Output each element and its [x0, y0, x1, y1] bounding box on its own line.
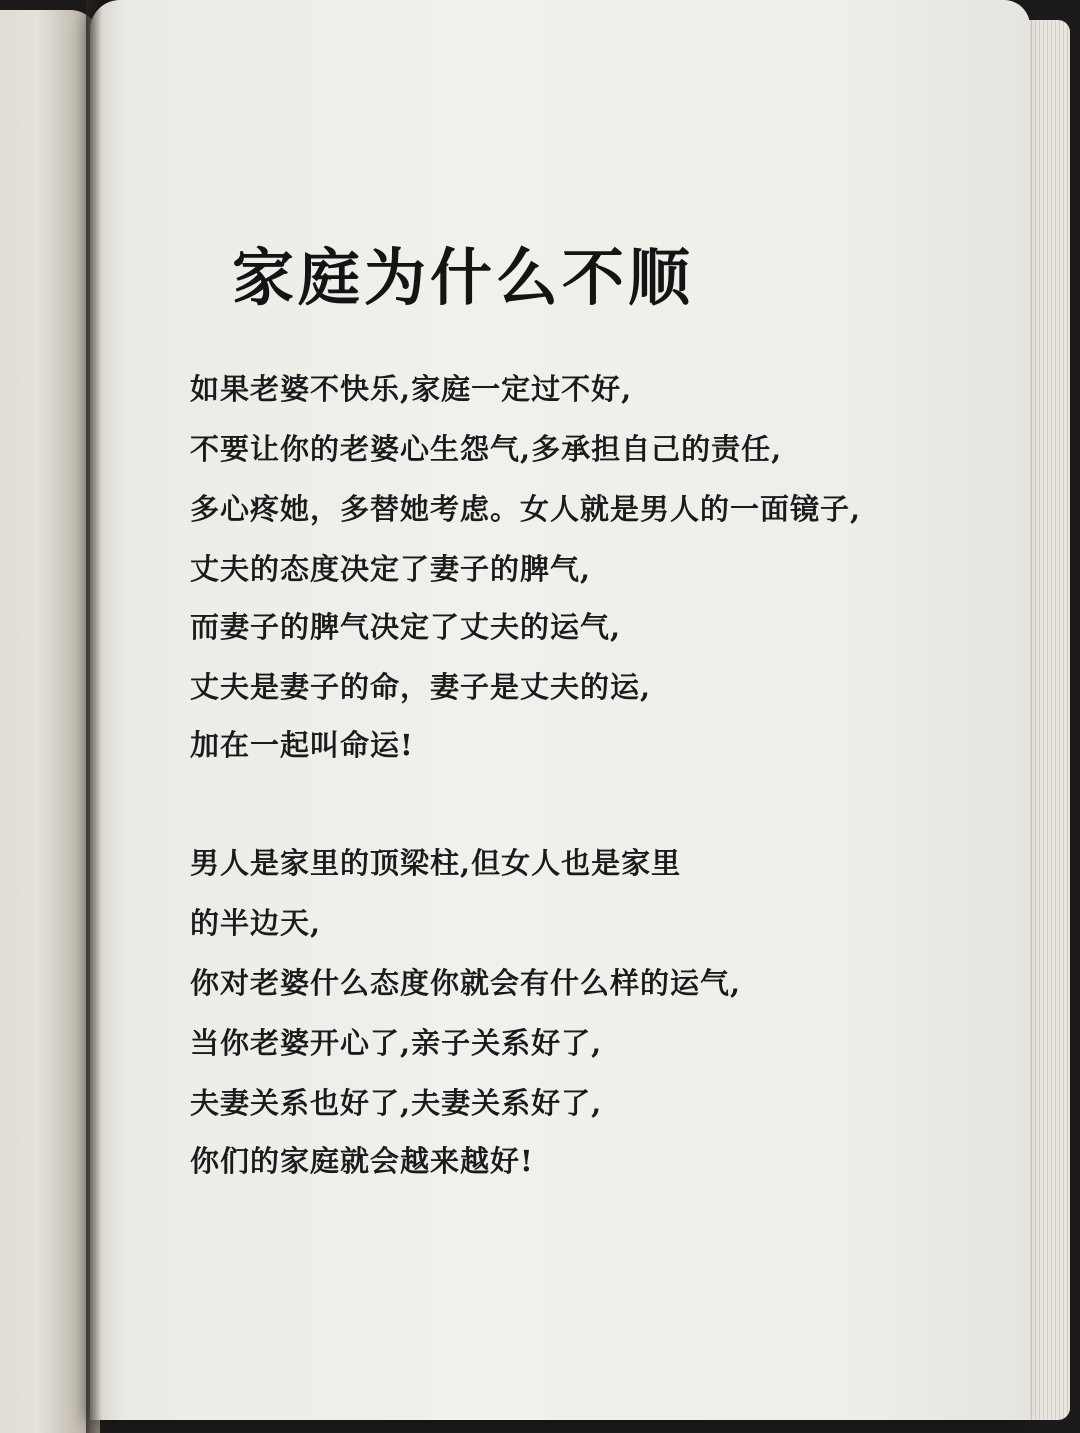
book-page	[90, 0, 1030, 1420]
text-line: 多心疼她，多替她考虑。女人就是男人的一面镜子,	[190, 492, 862, 526]
text-line: 不要让你的老婆心生怨气,多承担自己的责任,	[190, 432, 783, 466]
text-line: 丈夫是妻子的命，妻子是丈夫的运,	[190, 670, 652, 704]
text-line: 丈夫的态度决定了妻子的脾气,	[190, 552, 592, 586]
text-line: 你对老婆什么态度你就会有什么样的运气,	[190, 966, 742, 1000]
spine-shadow	[86, 0, 102, 1433]
text-line: 男人是家里的顶梁柱,但女人也是家里	[190, 846, 682, 880]
text-line: 如果老婆不快乐,家庭一定过不好,	[190, 372, 633, 406]
text-line: 而妻子的脾气决定了丈夫的运气,	[190, 610, 622, 644]
page-title: 家庭为什么不顺	[232, 241, 695, 314]
text-line: 的半边天,	[190, 906, 322, 940]
text-line: 加在一起叫命运!	[190, 728, 414, 762]
text-line: 夫妻关系也好了,夫妻关系好了,	[190, 1086, 603, 1120]
left-page	[0, 10, 100, 1433]
text-line: 你们的家庭就会越来越好!	[190, 1144, 534, 1178]
text-line: 当你老婆开心了,亲子关系好了,	[190, 1026, 603, 1060]
